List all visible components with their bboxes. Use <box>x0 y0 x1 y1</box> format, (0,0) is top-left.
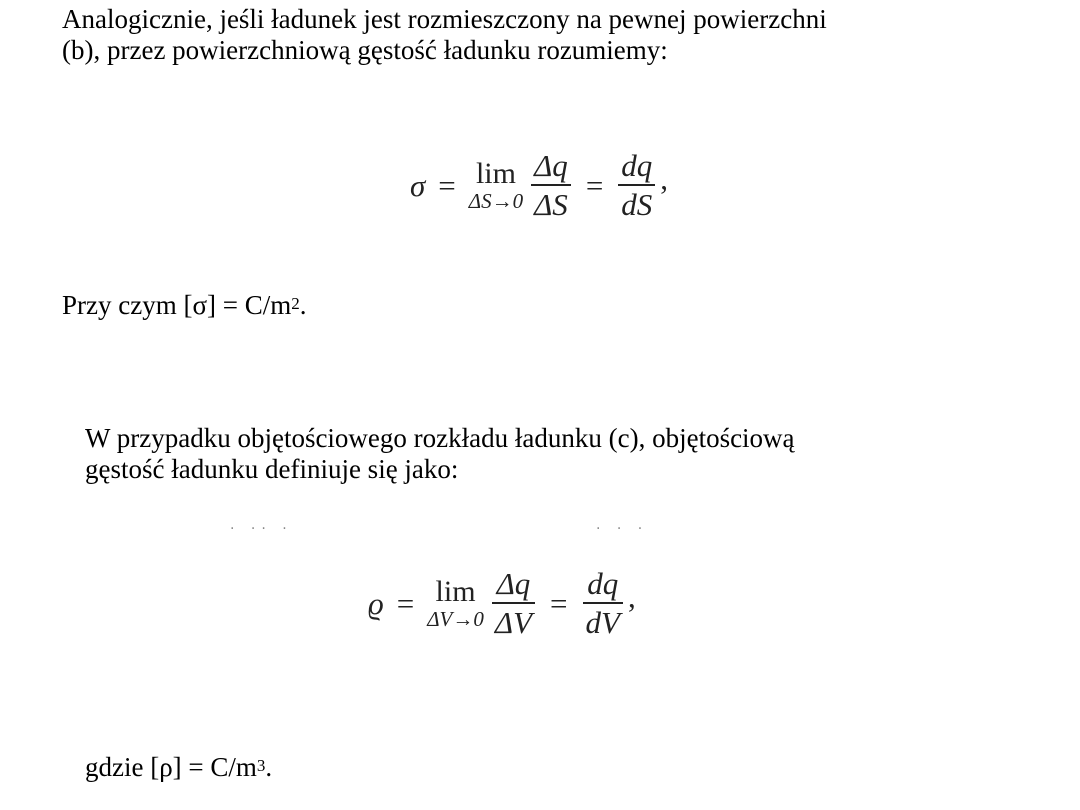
scan-artifact: · ·· · <box>230 521 293 537</box>
volume-density-formula <box>368 568 636 638</box>
formula-lhs: σ <box>410 167 426 203</box>
formula-trailing-comma: , <box>660 161 669 196</box>
paragraph-volume-unit <box>85 752 272 783</box>
limit-operator: lim <box>435 574 476 608</box>
scan-artifact: · · · <box>596 521 649 537</box>
formula-equals: = <box>396 585 415 621</box>
paragraph-surface-intro <box>62 4 827 66</box>
formula-fraction-delta <box>492 568 535 638</box>
formula-equals: = <box>585 167 604 203</box>
paragraph-line: Analogicznie, jeśli ładunek jest rozmieszczony na pewnej powierzchni <box>62 4 827 34</box>
formula-fraction-differential <box>583 568 623 638</box>
unit-period: . <box>265 752 273 782</box>
fraction-numerator: dq <box>587 566 619 601</box>
unit-period: . <box>299 290 307 320</box>
paragraph-surface-unit <box>62 290 307 321</box>
fraction-denominator: dS <box>618 184 655 220</box>
formula-fraction-differential <box>618 150 655 220</box>
limit-subscript: ΔS→0 <box>468 188 524 213</box>
fraction-denominator: ΔS <box>531 184 571 220</box>
limit-subscript: ΔV→0 <box>427 606 484 631</box>
formula-trailing-comma: , <box>627 579 636 614</box>
fraction-denominator: dV <box>583 602 623 638</box>
formula-limit <box>427 574 484 631</box>
paragraph-line: W przypadku objętościowego rozkładu ładunku (c), objętościową <box>85 423 795 453</box>
unit-text: gdzie [ρ] = C/m <box>85 752 257 782</box>
limit-operator: lim <box>475 156 516 190</box>
paragraph-line: gęstość ładunku definiuje się jako: <box>85 454 459 484</box>
unit-exponent: 2 <box>291 294 300 313</box>
paragraph-line: (b), przez powierzchniową gęstość ładunku rozumiemy: <box>62 35 668 65</box>
formula-lhs: ϱ <box>368 585 384 621</box>
unit-text: Przy czym [σ] = C/m <box>62 290 292 320</box>
formula-fraction-delta <box>531 150 571 220</box>
fraction-numerator: Δq <box>496 566 531 601</box>
fraction-numerator: dq <box>621 148 653 183</box>
fraction-numerator: Δq <box>534 148 568 183</box>
formula-equals: = <box>438 167 456 203</box>
fraction-denominator: ΔV <box>492 602 535 638</box>
formula-limit <box>468 156 524 213</box>
unit-exponent: 3 <box>256 756 266 775</box>
surface-density-formula <box>410 150 668 220</box>
formula-equals: = <box>550 585 568 621</box>
paragraph-volume-intro <box>85 423 795 485</box>
